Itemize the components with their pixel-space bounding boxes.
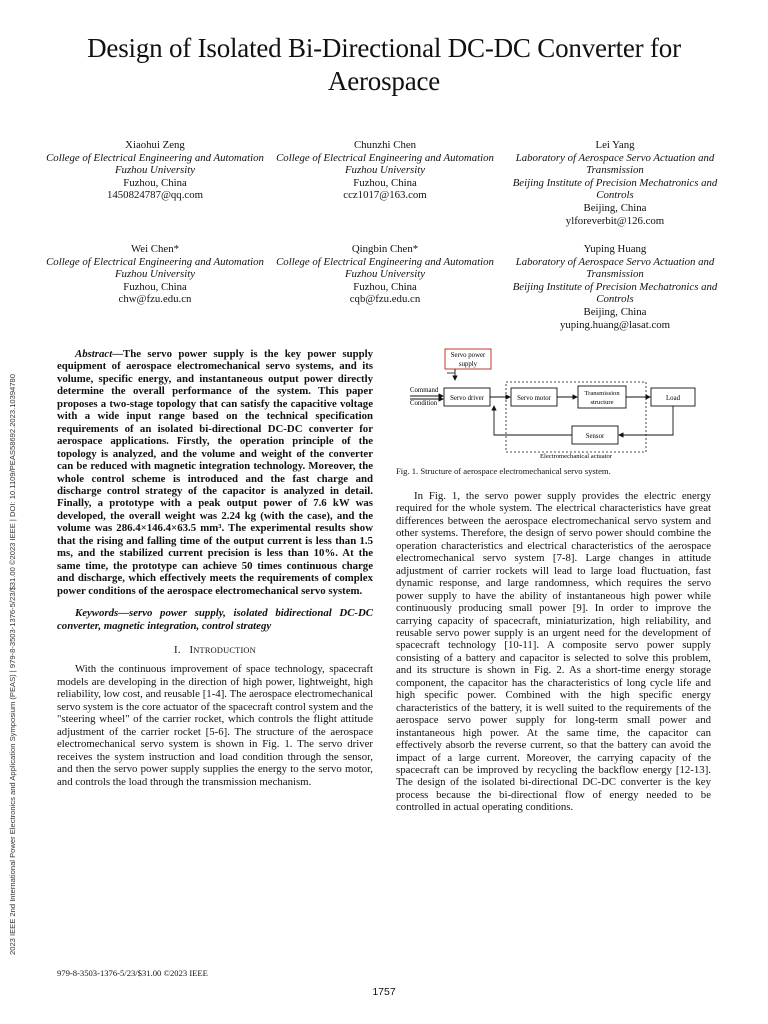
- author-name: Chunzhi Chen: [353, 139, 417, 151]
- author-city: Beijing, China: [583, 305, 647, 318]
- load-label: Load: [666, 395, 680, 402]
- section-title-first: I: [189, 643, 194, 656]
- author-name: Yuping Huang: [583, 243, 647, 255]
- paper-title: Design of Isolated Bi-Directional DC-DC Converter for Aerospace: [87, 33, 681, 96]
- copyright-footer: 979-8-3503-1376-5/23/$31.00 ©2023 IEEE: [57, 968, 208, 978]
- author-institution: Fuzhou University: [114, 164, 196, 177]
- abstract: [57, 348, 373, 597]
- actuator-label: Electromechanical actuator: [540, 453, 612, 460]
- transmission-label-1: Transmission: [584, 390, 620, 397]
- intro-paragraph-1: With the continuous improvement of space technology, spacecraft models are developing in the direction of high power, lightweight, high reliability, low cost, and reusable [1-4]. The aerospace electromechanical servo system is the core actuator of the spacecraft control system and the "steering wheel" of the carrier rocket, which controls the flight attitude adjustment of the carrier rocket [5-6]. The structure of the aerospace electromechanical servo system is shown in Fig. 1. The servo driver receives the system instruction and load condition through the sensor, and then the servo power supply supplies the energy to the servo motor, and controls the load through the transmission mechanism.: [57, 663, 373, 788]
- author-institution: Fuzhou University: [344, 268, 426, 281]
- author-email[interactable]: cqb@fzu.edu.cn: [349, 293, 421, 306]
- author-affiliation: College of Electrical Engineering and Automation: [46, 255, 264, 268]
- command-label: Command: [410, 387, 439, 394]
- author-name: Lei Yang: [595, 139, 635, 151]
- section-title-rest: NTRODUCTION: [193, 645, 256, 655]
- abstract-label: Abstract: [75, 348, 113, 360]
- author-email[interactable]: ylforeverbit@126.com: [565, 214, 665, 227]
- author-institution: Beijing Institute of Precision Mechatronics and Controls: [512, 176, 718, 202]
- servo-power-label-2: supply: [458, 361, 478, 368]
- author-card: [500, 243, 730, 331]
- author-city: Fuzhou, China: [123, 176, 187, 189]
- author-institution: Fuzhou University: [114, 268, 196, 281]
- abstract-dash: —: [112, 348, 123, 360]
- servo-motor-label: Servo motor: [517, 395, 551, 402]
- author-name: Qingbin Chen*: [351, 243, 419, 255]
- author-name: Xiaohui Zeng: [125, 139, 185, 151]
- author-affiliation: College of Electrical Engineering and Automation: [276, 255, 494, 268]
- figure-1-caption: Fig. 1. Structure of aerospace electromechanical servo system.: [396, 466, 611, 476]
- author-affiliation: College of Electrical Engineering and Automation: [276, 151, 494, 164]
- section-heading: [57, 644, 373, 657]
- condition-label: Condition: [410, 400, 438, 407]
- left-column: [57, 348, 373, 788]
- author-institution: Beijing Institute of Precision Mechatronics and Controls: [512, 280, 718, 306]
- intro-paragraph-2: In Fig. 1, the servo power supply provides the electric energy required for the whole system. The electrical characteristics have great differences between the aerospace electromechanical servo system and other systems. Therefore, the design of servo power should combine the operation characteristics and electrical characteristics of the aerospace electromechanical servo system [7-8]. Large changes in attitude adjustment of carrier rockets will lead to large load fluctuation, fast dynamic response, and large randomness, which requires the servo power supply to have the ability of instantaneous high power while continuously producing small power [9]. In order to improve the carrying capacity of spacecraft, miniaturization, high reliability, and reusable servo power supply is an urgent need for the development of spacecraft technology [10-11]. A composite servo power supply consisting of a battery and capacitor is selected to solve this problem, and its structure is shown in Fig. 2. As a short-time energy storage component, the capacitor has the characteristics of long cycle life and high specific power. Combined with the high specific energy characteristics of the battery, it is well suited to the requirements of the aerospace servo power supply for long-term small power and instantaneous high power. At the same time, the capacitor can effectively absorb the reverse current, so that the battery can avoid the impact of a large current. Moreover, the carrying capacity of the spacecraft can be improved by recycling the backflow energy [12-13]. The design of the isolated bi-directional DC-DC converter is the key process because the bi-directional flow of energy needed to be controlled in actual operating conditions.: [396, 490, 711, 814]
- keywords-text: servo power supply, isolated bidirectional DC-DC converter, magnetic integration, control strategy: [57, 607, 373, 632]
- author-city: Fuzhou, China: [353, 280, 417, 293]
- page-number: 1757: [372, 986, 396, 998]
- servo-driver-label: Servo driver: [450, 395, 484, 402]
- author-name: Wei Chen*: [130, 243, 179, 255]
- author-email[interactable]: 1450824787@qq.com: [106, 189, 203, 202]
- author-card: [500, 139, 730, 227]
- author-email[interactable]: chw@fzu.edu.cn: [118, 293, 192, 306]
- keywords-dash: —: [118, 607, 129, 620]
- side-doi-text: 2023 IEEE 2nd International Power Electronics and Application Symposium (PEAS) | 979-8-3503-1376-5/23/$31.00 ©2023 IEEE | DOI: 10.1109/PEAS58692.2023.10394780: [8, 374, 17, 955]
- author-card: [40, 243, 270, 306]
- side-doi-strip: [8, 275, 20, 955]
- author-affiliation: Laboratory of Aerospace Servo Actuation and Transmission: [515, 255, 715, 281]
- author-email[interactable]: yuping.huang@lasat.com: [559, 318, 671, 331]
- figure-1-diagram: [396, 344, 716, 464]
- author-city: Fuzhou, China: [353, 176, 417, 189]
- author-affiliation: College of Electrical Engineering and Automation: [46, 151, 264, 164]
- section-number: I.: [174, 643, 181, 656]
- figure-1: [396, 344, 716, 484]
- abstract-text: The servo power supply is the key power supply equipment of aerospace electromechanical servo systems, and its volume, specific energy, and instantaneous output power directly determine the overall performance of the system. This paper proposes a two-stage topology that can satisfy the capacitive voltage with a wide input range based on the technical specification requirements of an isolated bi-directional DC-DC converter for aerospace applications. Firstly, the operation principle of the topology is analyzed, and the volume and weight of the converter can be reduced with magnetic integration technology. Moreover, the whole control scheme is introduced and the fast charge and discharge control strategy of the capacitor is analyzed in detail. Finally, a prototype with a peak output power of 7.6 kW was developed, the overall weight was 2.24 kg (with the case), and the volume was 286.4×146.4×63.5 mm³. The experimental results show that the rising and falling time of the output current is less than 1.5 ms, and the stabilized current precision is less than 10%. At the same time, the prototype can achieve 50 times continuous charge and discharge, which effectively meets the requirements of complex power conditions of the aerospace electromechanical servo system.: [57, 348, 373, 597]
- author-city: Fuzhou, China: [123, 280, 187, 293]
- author-city: Beijing, China: [583, 201, 647, 214]
- servo-power-label-1: Servo power: [450, 352, 486, 359]
- author-affiliation: Laboratory of Aerospace Servo Actuation and Transmission: [515, 151, 715, 177]
- sensor-label: Sensor: [585, 433, 605, 440]
- author-card: [270, 139, 500, 202]
- keywords: [57, 607, 373, 632]
- right-column: [396, 490, 711, 814]
- transmission-label-2: structure: [590, 399, 614, 406]
- author-card: [270, 243, 500, 306]
- author-institution: Fuzhou University: [344, 164, 426, 177]
- keywords-label: Keywords: [75, 607, 119, 620]
- author-email[interactable]: ccz1017@163.com: [343, 189, 427, 202]
- author-card: [40, 139, 270, 202]
